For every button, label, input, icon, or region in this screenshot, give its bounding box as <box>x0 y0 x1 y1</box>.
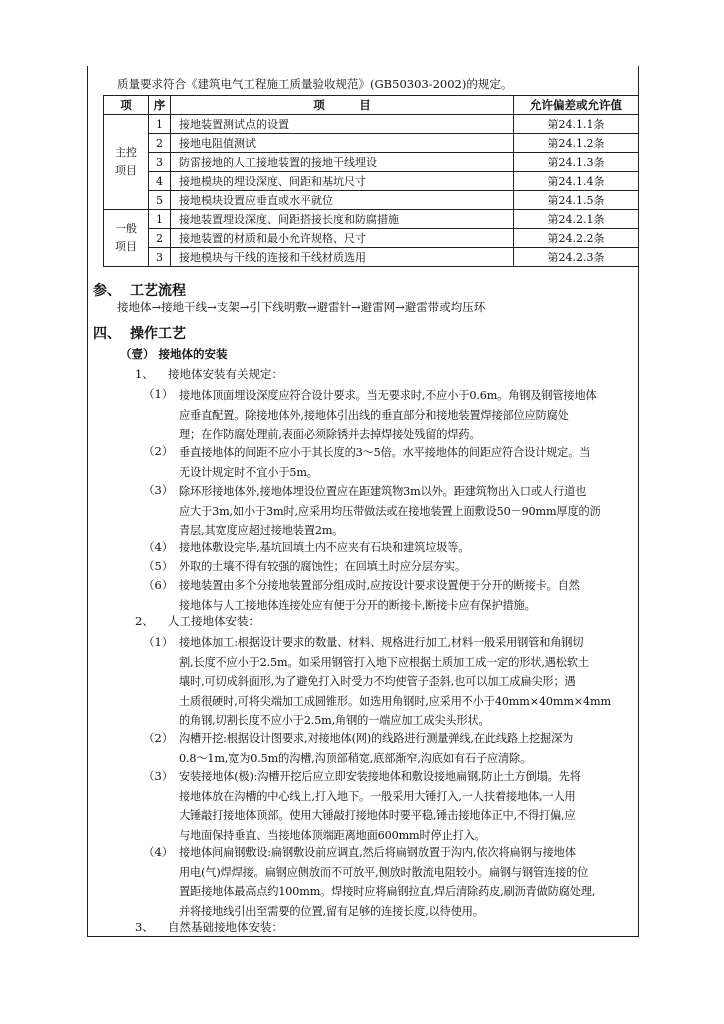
row-item: 接地装置埋设深度、间距搭接长度和防腐措施 <box>171 210 514 229</box>
row-number: 2 <box>149 134 171 153</box>
text-line: 垂直接地体的间距不应小于其长度的3～5倍。水平接地体的间距应符合设计规定。当 <box>179 446 591 459</box>
table-row <box>104 172 639 191</box>
text-line: 壤时,可切成斜面形,为了避免打入时受力不均使管子歪斜,也可以加工成扁尖形；遇 <box>179 675 576 688</box>
text-line: 接地体与人工接地体连接处应有便于分开的断接卡,断接卡应有保护措施。 <box>179 598 536 612</box>
row-item: 接地装置的材质和最小允许规格、尺寸 <box>171 229 514 248</box>
header-category: 项 <box>104 96 149 115</box>
section-title: 操作工艺 <box>130 326 186 342</box>
item-number: （1） <box>143 635 174 649</box>
row-ref: 第24.2.1条 <box>514 210 639 229</box>
row-ref: 第24.1.3条 <box>514 153 639 172</box>
list-item <box>179 729 639 768</box>
row-number: 3 <box>149 153 171 172</box>
table-row <box>104 210 639 229</box>
process-flow: 接地体→接地干线→支架→引下线明敷→避雷针→避雷网→避雷带或均压环 <box>117 300 486 314</box>
list-item <box>179 633 639 731</box>
text-line: 用电(气)焊焊接。扁钢应侧放而不可放平,侧放时散流电阻较小。扁钢与钢管连接的位 <box>179 865 589 879</box>
intro-line: 质量要求符合《建筑电气工程施工质量验收规范》(GB50303-2002)的规定。 <box>117 77 513 91</box>
row-item: 接地模块与干线的连接和干线材质选用 <box>171 248 514 267</box>
header-ref: 允许偏差或允许值 <box>514 96 639 115</box>
row-number: 2 <box>149 229 171 248</box>
item-number: （3） <box>143 483 174 497</box>
row-item: 接地模块的埋设深度、间距和基坑尺寸 <box>171 172 514 191</box>
para-number: 1、 <box>135 367 154 381</box>
header-seq: 序 <box>149 96 171 115</box>
text-line: 接地体敷设完毕,基坑回填土内不应夹有石块和建筑垃圾等。 <box>179 541 470 554</box>
item-number: （3） <box>143 769 174 783</box>
text-line: 沟槽开挖:根据设计图要求,对接地体(网)的线路进行测量弹线,在此线路上挖掘深为 <box>179 732 574 745</box>
section-number: 参、 <box>93 283 121 299</box>
text-line: 应垂直配置。除接地体外,接地体引出线的垂直部分和接地装置焊接部位应防腐处 <box>179 408 569 422</box>
list-item <box>179 538 639 558</box>
text-line: 的角钢,切割长度不应小于2.5m,角钢的一端应加工成尖头形状。 <box>179 714 490 727</box>
row-ref: 第24.2.2条 <box>514 229 639 248</box>
list-item <box>179 767 639 845</box>
row-number: 4 <box>149 172 171 191</box>
row-ref: 第24.1.1条 <box>514 115 639 134</box>
text-line: 理；在作防腐处理前,表面必须除锈并去掉焊接处残留的焊药。 <box>179 428 481 441</box>
row-ref: 第24.1.4条 <box>514 172 639 191</box>
row-number: 1 <box>149 115 171 134</box>
list-item <box>179 482 639 541</box>
text-line: 除环形接地体外,接地体埋设位置应在距建筑物3m以外。距建筑物出入口或人行道也 <box>179 485 587 498</box>
table-header-row <box>104 96 639 115</box>
list-item <box>179 443 639 482</box>
text-line: 并将接地线引出至需要的位置,留有足够的连接长度,以待使用。 <box>179 904 484 918</box>
table-row <box>104 248 639 267</box>
text-line: 接地装置由多个分接地装置部分组成时,应按设计要求设置便于分开的断接卡。自然 <box>179 579 580 592</box>
item-number: （1） <box>143 387 174 401</box>
para-number: 2、 <box>135 614 154 628</box>
table-row <box>104 115 639 134</box>
category-cell-main <box>104 115 149 210</box>
table-row <box>104 134 639 153</box>
text-line: 应大于3m,如小于3m时,应采用均压带做法或在接地装置上面敷设50－90mm厚度的沥 <box>179 504 601 518</box>
text-line: 安装接地体(极):沟槽开挖后应立即安装接地体和敷设接地扁钢,防止土方倒塌。先将 <box>179 770 581 783</box>
list-item <box>179 843 639 921</box>
text-line: 接地体顶面埋设深度应符合设计要求。当无要求时,不应小于0.6m。角钢及钢管接地体 <box>179 389 597 402</box>
category-label: 项目 <box>115 164 137 177</box>
subsection-heading: （壹） 接地体的安装 <box>120 347 228 361</box>
text-line: 置距接地体最高点约100mm。焊接时应将扁钢拉直,焊后清除药皮,刷沥青做防腐处理, <box>179 885 596 898</box>
table-row <box>104 191 639 210</box>
section-title: 工艺流程 <box>130 283 186 299</box>
para-text: 人工接地体安装： <box>168 614 260 628</box>
text-line: 与地面保持垂直、当接地体顶端距离地面600mm时停止打入。 <box>179 828 486 842</box>
header-item: 项 目 <box>171 96 514 115</box>
item-number: （6） <box>143 578 174 592</box>
section-number: 四、 <box>93 326 121 342</box>
acceptance-table <box>103 95 639 267</box>
category-label: 项目 <box>115 240 137 253</box>
category-label: 一般 <box>115 222 137 235</box>
list-item <box>179 557 639 577</box>
text-line: 土质很硬时,可将尖端加工成圆锥形。如选用角钢时,应采用不小于40mm×40mm×4mm <box>179 694 611 708</box>
item-number: （5） <box>143 559 174 573</box>
category-label: 主控 <box>115 146 137 159</box>
text-line: 接地体加工:根据设计要求的数量、材料、规格进行加工,材料一般采用钢管和角钢切 <box>179 636 584 649</box>
row-number: 1 <box>149 210 171 229</box>
row-ref: 第24.2.3条 <box>514 248 639 267</box>
text-line: 割,长度不应小于2.5m。如采用钢管打入地下应根据土质加工成一定的形状,遇松软土 <box>179 655 589 669</box>
text-line: 无设计规定时不宜小于5m。 <box>179 465 318 479</box>
text-line: 接地体放在沟槽的中心线上,打入地下。一般采用大锤打入,一人扶着接地体,一人用 <box>179 789 576 803</box>
row-ref: 第24.1.5条 <box>514 191 639 210</box>
list-item <box>179 576 639 615</box>
table-row <box>104 153 639 172</box>
item-number: （4） <box>143 845 174 859</box>
item-number: （2） <box>143 731 174 745</box>
category-cell-general <box>104 210 149 267</box>
row-item: 接地电阻值测试 <box>171 134 514 153</box>
para-number: 3、 <box>135 920 154 934</box>
item-number: （2） <box>143 444 174 458</box>
list-item <box>179 386 639 445</box>
row-ref: 第24.1.2条 <box>514 134 639 153</box>
item-number: （4） <box>143 540 174 554</box>
row-item: 接地模块设置应垂直或水平就位 <box>171 191 514 210</box>
text-line: 接地体间扁钢敷设:扁钢敷设前应调直,然后将扁钢放置于沟内,依次将扁钢与接地体 <box>179 846 576 859</box>
text-line: 外取的土壤不得有较强的腐蚀性；在回填土时应分层夯实。 <box>179 560 466 573</box>
row-item: 防雷接地的人工接地装置的接地干线埋设 <box>171 153 514 172</box>
row-item: 接地装置测试点的设置 <box>171 115 514 134</box>
table-row <box>104 229 639 248</box>
row-number: 3 <box>149 248 171 267</box>
row-number: 5 <box>149 191 171 210</box>
text-line: 青层,其宽度应超过接地装置2m。 <box>179 524 344 537</box>
text-line: 大锤敲打接地体顶部。使用大锤敲打接地体时要平稳,锤击接地体正中,不得打偏,应 <box>179 809 576 822</box>
para-text: 自然基础接地体安装： <box>168 920 283 934</box>
text-line: 0.8～1m,宽为0.5m的沟槽,沟顶部稍宽,底部渐窄,沟底如有石子应清除。 <box>179 751 532 765</box>
section-heading-operation <box>93 323 186 343</box>
para-text: 接地体安装有关规定： <box>168 367 283 381</box>
